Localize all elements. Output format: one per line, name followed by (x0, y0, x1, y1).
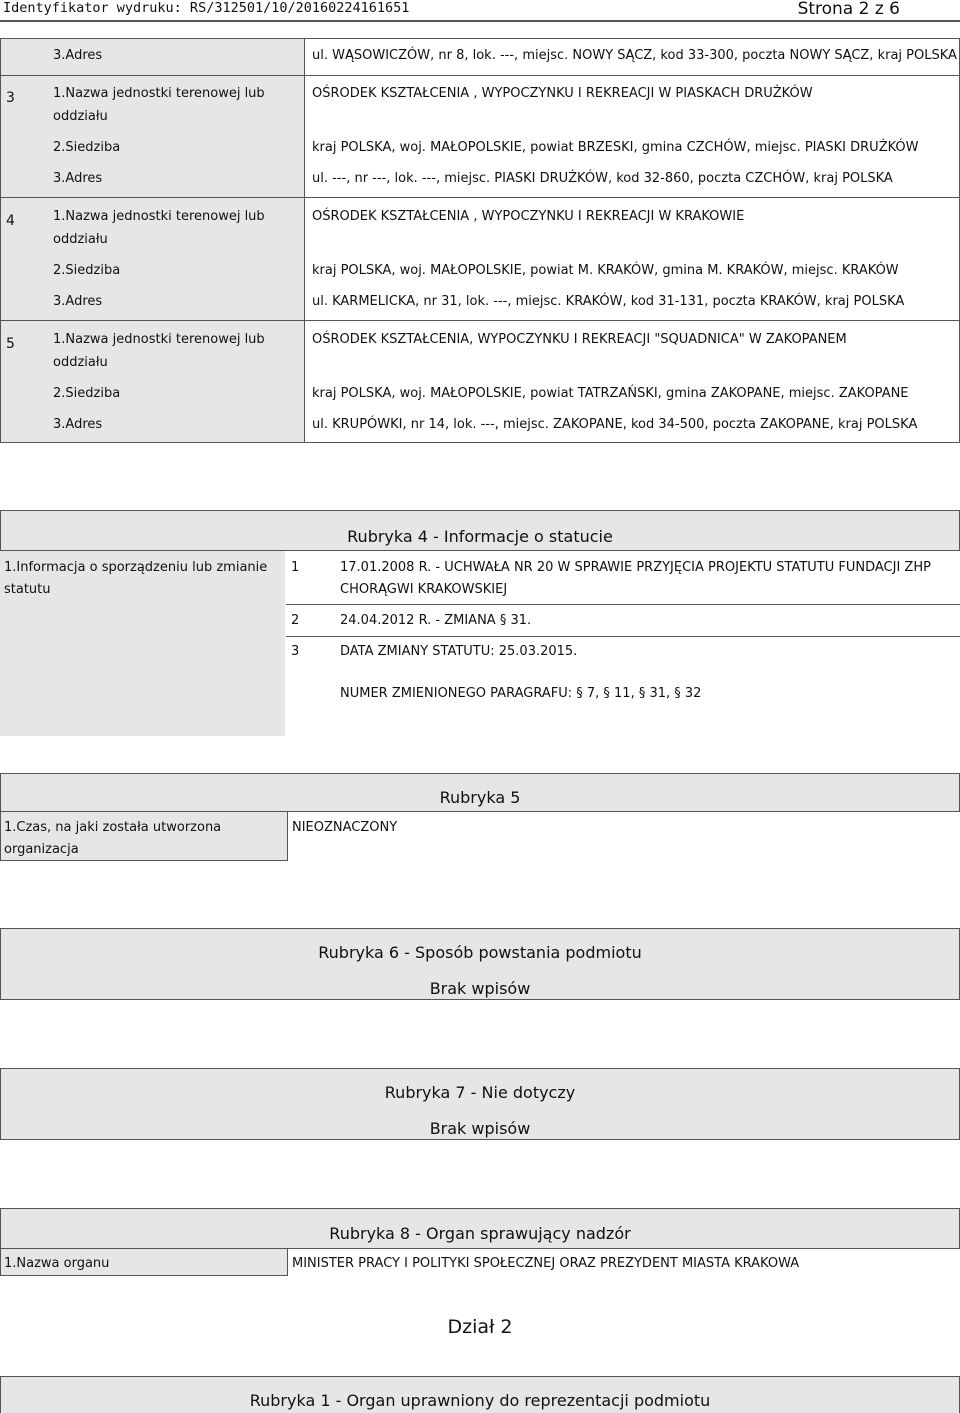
rubryka7-empty: Brak wpisów (429, 1119, 531, 1138)
rubryka4-border-top (0, 510, 960, 511)
branch-number: 3 (6, 90, 15, 106)
rubryka8-title: Rubryka 8 - Organ sprawujący nadzór (329, 1224, 631, 1243)
statut-paragraphs: NUMER ZMIENIONEGO PARAGRAFU: § 7, § 11, § 31, § 32 (340, 686, 702, 701)
statut-entry-number: 2 (291, 613, 300, 628)
czas-value: NIEOZNACZONY (292, 820, 398, 835)
rubryka5-divider (287, 811, 288, 861)
rubryka6-empty: Brak wpisów (429, 979, 531, 998)
nazwa-label: 1.Nazwa jednostki terenowej lub (53, 209, 265, 224)
siedziba-value: kraj POLSKA, woj. MAŁOPOLSKIE, powiat BRZESKI, gmina CZCHÓW, miejsc. PIASKI DRUŻKÓW (312, 140, 919, 155)
rubryka7-title: Rubryka 7 - Nie dotyczy (384, 1083, 576, 1102)
adres-label: 3.Adres (53, 294, 103, 309)
organ-label: 1.Nazwa organu (4, 1256, 110, 1271)
rubryka8-border-top (0, 1208, 960, 1209)
rubryka5-title: Rubryka 5 (439, 788, 521, 807)
siedziba-value: kraj POLSKA, woj. MAŁOPOLSKIE, powiat M. KRAKÓW, gmina M. KRAKÓW, miejsc. KRAKÓW (312, 263, 899, 278)
adres-value: ul. WĄSOWICZÓW, nr 8, lok. ---, miejsc. NOWY SĄCZ, kod 33-300, poczta NOWY SĄCZ, kraj POLSKA (312, 48, 957, 63)
statut-label-cont: statutu (4, 582, 51, 597)
nazwa-value: OŚRODEK KSZTAŁCENIA , WYPOCZYNKU I REKREACJI W KRAKOWIE (312, 209, 745, 224)
rubryka8-label-bottom (0, 1275, 288, 1276)
row-separator (0, 75, 960, 76)
rubryka1-title: Rubryka 1 - Organ uprawniony do reprezentacji podmiotu (249, 1391, 711, 1410)
rubryka4-title: Rubryka 4 - Informacje o statucie (347, 527, 613, 546)
adres-label: 3.Adres (53, 417, 103, 432)
siedziba-label: 2.Siedziba (53, 263, 121, 278)
row-separator (0, 320, 960, 321)
table-border-top (0, 38, 960, 39)
rubryka5-border-top (0, 773, 960, 774)
statut-label: 1.Informacja o sporządzeniu lub zmianie (4, 560, 268, 575)
adres-value: ul. ---, nr ---, lok. ---, miejsc. PIASKI DRUŻKÓW, kod 32-860, poczta CZCHÓW, kraj POLSKA (312, 171, 893, 186)
siedziba-value: kraj POLSKA, woj. MAŁOPOLSKIE, powiat TATRZAŃSKI, gmina ZAKOPANE, miejsc. ZAKOPANE (312, 386, 909, 401)
organ-value: MINISTER PRACY I POLITYKI SPOŁECZNEJ ORAZ PREZYDENT MIASTA KRAKOWA (292, 1256, 800, 1271)
rubryka4-label-cell (0, 551, 285, 736)
print-identifier: Identyfikator wydruku: RS/312501/10/20160224161651 (3, 0, 410, 16)
table-divider-vertical (304, 38, 305, 443)
row-separator (286, 604, 960, 605)
statut-entry-number: 1 (291, 560, 300, 575)
adres-label: 3.Adres (53, 48, 103, 63)
rubryka1-border-top (0, 1376, 960, 1377)
branch-number: 5 (6, 336, 15, 352)
row-separator (286, 636, 960, 637)
czas-label-cont: organizacja (4, 842, 79, 857)
statut-entry: 17.01.2008 R. - UCHWAŁA NR 20 W SPRAWIE PRZYJĘCIA PROJEKTU STATUTU FUNDACJI ZHP (340, 560, 931, 575)
branch-number: 4 (6, 213, 15, 229)
adres-value: ul. KRUPÓWKI, nr 14, lok. ---, miejsc. ZAKOPANE, kod 34-500, poczta ZAKOPANE, kraj POLSKA (312, 417, 918, 432)
nazwa-value: OŚRODEK KSZTAŁCENIA, WYPOCZYNKU I REKREACJI "SQUADNICA" W ZAKOPANEM (312, 332, 847, 347)
rubryka8-divider (287, 1248, 288, 1276)
czas-label: 1.Czas, na jaki została utworzona (4, 820, 222, 835)
statut-entry-number: 3 (291, 644, 300, 659)
header-divider (0, 20, 960, 22)
nazwa-value: OŚRODEK KSZTAŁCENIA , WYPOCZYNKU I REKREACJI W PIASKACH DRUŻKÓW (312, 86, 813, 101)
table-border-left (0, 38, 1, 443)
rubryka5-label-bottom (0, 860, 288, 861)
dzial2-title: Dział 2 (447, 1316, 513, 1338)
statut-entry: DATA ZMIANY STATUTU: 25.03.2015. (340, 644, 578, 659)
siedziba-label: 2.Siedziba (53, 140, 121, 155)
adres-label: 3.Adres (53, 171, 103, 186)
nazwa-label-cont: oddziału (53, 232, 108, 247)
adres-value: ul. KARMELICKA, nr 31, lok. ---, miejsc. KRAKÓW, kod 31-131, poczta KRAKÓW, kraj POLSKA (312, 294, 905, 309)
nazwa-label: 1.Nazwa jednostki terenowej lub (53, 332, 265, 347)
nazwa-label-cont: oddziału (53, 355, 108, 370)
siedziba-label: 2.Siedziba (53, 386, 121, 401)
row-separator (0, 197, 960, 198)
statut-entry-cont: CHORĄGWI KRAKOWSKIEJ (340, 582, 508, 597)
table-border-bottom (0, 442, 960, 443)
statut-entry: 24.04.2012 R. - ZMIANA § 31. (340, 613, 532, 628)
page-number: Strona 2 z 6 (797, 0, 900, 19)
nazwa-label: 1.Nazwa jednostki terenowej lub (53, 86, 265, 101)
nazwa-label-cont: oddziału (53, 109, 108, 124)
rubryka6-title: Rubryka 6 - Sposób powstania podmiotu (318, 943, 642, 962)
